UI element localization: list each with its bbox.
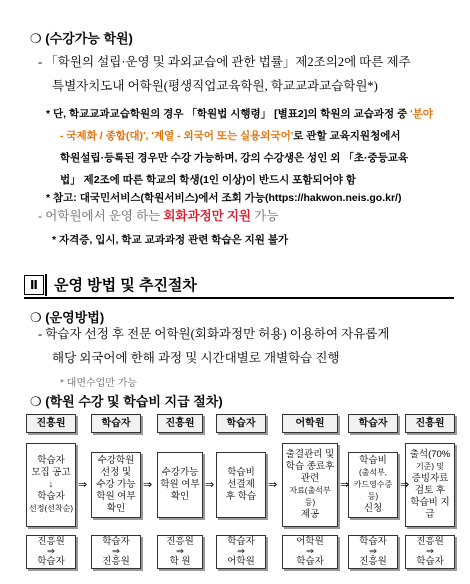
- flow-actor-header: 진흥원: [26, 414, 76, 433]
- flow-step-text: [29, 455, 73, 515]
- flow-step-line: (출석부,: [358, 468, 388, 477]
- flow-direction-line: 진흥원: [416, 536, 444, 547]
- flow-direction-text: [37, 537, 65, 567]
- flow-direction-line: ⇒: [176, 546, 184, 557]
- flow-direction-line: 학습자: [296, 556, 324, 567]
- note-face-to-face: * 대면수업만 가능: [60, 378, 138, 389]
- flow-step-text: [408, 449, 452, 521]
- flow-step-line: 학습비 지급: [410, 497, 450, 520]
- paragraph-academy-law: - 「학원의 설립·운영 및 과외교습에 관한 법률」제2조의2에 따른 제주: [38, 55, 411, 69]
- flow-direction-line: 학습자: [359, 536, 387, 547]
- flow-step-line: 선결제: [227, 479, 255, 490]
- flow-step-box: [26, 443, 76, 527]
- flow-step-line: 학습 종료후: [285, 461, 335, 472]
- flow-step-line: 학습비: [227, 467, 255, 478]
- flow-direction-text: [227, 537, 255, 567]
- flow-direction-box: [348, 535, 398, 569]
- note-curriculum-condition: * 단, 학교교과교습학원의 경우 「학원법 시행령」 [별표2]의 학원의 교습과정 중 '분야 - 국제화 / 종합(대)', '계열 - 외국어 또는 실용외국어'로 관할 교육지원청에서 학원설립·등록된 경우만 수강 가능하며, 강의 수강생은 성인 외 「초·중등교육 법」 제2조에 따른 학교의 학생(1인 이상)이 반드시 포함되어야 함: [46, 108, 433, 186]
- flow-direction-box: [216, 535, 266, 569]
- flow-step-line: 관련: [300, 473, 320, 484]
- flow-step-line: 모집 공고: [31, 467, 71, 478]
- flow-step-line: 학습자: [37, 491, 65, 502]
- flow-direction-line: 어학원: [227, 556, 255, 567]
- flow-direction-text: [416, 537, 444, 567]
- flow-step-line: 검토 후: [414, 485, 446, 496]
- flow-step-box: [157, 452, 203, 518]
- flow-step-text: [351, 455, 395, 515]
- flow-actor-header: 진흥원: [157, 414, 203, 433]
- flow-direction-text: [296, 537, 324, 567]
- flow-direction-line: 학 원: [169, 556, 191, 567]
- flow-direction-box: [405, 535, 455, 569]
- flow-arrow-icon: ⇒: [340, 479, 350, 491]
- flow-step-box: [216, 452, 266, 518]
- flow-direction-line: 학습자: [416, 556, 444, 567]
- flow-step-line: 자료(출석부 등): [289, 486, 331, 507]
- section-heading-academies: ❍ (수강가능 학원): [30, 31, 133, 46]
- flow-step-line: 선정(선착순): [29, 504, 73, 513]
- paragraph-academy-law-cont: 특별자치도내 어학원(평생직업교육학원, 학교교과교습학원*): [52, 79, 378, 93]
- flow-step-line: 수강학원: [97, 455, 135, 466]
- paragraph-conversation-only: - 어학원에서 운영 하는 회화과정만 지원 가능: [38, 209, 279, 223]
- flow-step-line: 수강가능: [161, 467, 199, 478]
- flow-arrow-icon: ⇒: [78, 479, 88, 491]
- flow-direction-box: [282, 535, 338, 569]
- flow-direction-box: [26, 535, 76, 569]
- flow-step-line: ↓: [48, 479, 54, 490]
- flow-step-line: 증빙자료: [411, 473, 449, 484]
- flow-step-line: 신청: [363, 503, 383, 514]
- flow-step-line: 후 학습: [225, 491, 257, 502]
- flow-step-text: [226, 467, 256, 503]
- flow-step-line: 출결관리 및: [285, 449, 335, 460]
- flow-step-line: 학습자: [37, 455, 65, 466]
- flow-direction-line: 진흥원: [359, 556, 387, 567]
- flow-direction-text: [359, 537, 387, 567]
- flow-direction-line: ⇒: [47, 546, 55, 557]
- section-title: 운영 방법 및 추진절차: [54, 277, 197, 294]
- section-header-operation: [24, 273, 454, 299]
- flow-actor-header: 진흥원: [405, 414, 455, 433]
- flow-actor-header: 어학원: [282, 414, 338, 433]
- paragraph-operation-method: - 학습자 선정 후 전문 어학원(회화과정만 허용) 이용하여 자유롭게: [38, 327, 390, 341]
- subheading-procedure: ❍ (학원 수강 및 학습비 지급 절차): [30, 394, 223, 409]
- flow-arrow-icon: ⇒: [268, 479, 278, 491]
- flow-step-line: 제공: [300, 509, 320, 520]
- flow-step-line: 출석(70%: [409, 449, 451, 460]
- flow-direction-box: [91, 535, 141, 569]
- flow-actor-header: 학습자: [216, 414, 266, 433]
- flow-step-text: [96, 455, 135, 515]
- flow-step-line: 수강 가능: [96, 479, 136, 490]
- flow-arrow-icon: ⇒: [143, 479, 153, 491]
- flow-direction-box: [157, 535, 203, 569]
- flow-step-box: [91, 452, 141, 518]
- flow-direction-line: 진흥원: [166, 536, 194, 547]
- flow-direction-line: ⇒: [306, 546, 314, 557]
- flow-step-line: 확인: [170, 491, 190, 502]
- flow-direction-line: 진흥원: [102, 556, 130, 567]
- flow-step-line: 기준) 및: [415, 462, 445, 471]
- flow-direction-line: 학습자: [227, 536, 255, 547]
- flow-direction-text: [166, 537, 194, 567]
- flow-step-box: [282, 443, 338, 527]
- flow-direction-line: ⇒: [426, 546, 434, 557]
- flow-step-line: 학원 여부: [96, 491, 136, 502]
- flow-actor-header: 학습자: [91, 414, 141, 433]
- roman-numeral-box: Ⅱ: [24, 275, 44, 295]
- flow-direction-line: 진흥원: [37, 536, 65, 547]
- flow-step-line: 학습비: [359, 455, 387, 466]
- flow-step-box: [405, 443, 455, 527]
- note-not-supported: * 자격증, 입시, 학교 교과과정 관련 학습은 지원 불가: [52, 234, 289, 246]
- paragraph-operation-method-cont: 해당 외국어에 한해 과정 및 시간대별로 개별학습 진행: [52, 351, 340, 365]
- flow-step-line: 확인: [106, 503, 126, 514]
- flow-direction-text: [102, 537, 130, 567]
- flow-direction-line: 학습자: [102, 536, 130, 547]
- flow-actor-header: 학습자: [348, 414, 398, 433]
- flow-direction-line: 학습자: [37, 556, 65, 567]
- flow-step-text: [285, 449, 335, 521]
- flow-step-line: 학원 여부: [160, 479, 200, 490]
- flow-arrow-icon: ⇒: [205, 479, 215, 491]
- flow-direction-line: 어학원: [296, 536, 324, 547]
- flow-step-line: 카드영수증 등): [353, 480, 393, 501]
- flow-arrow-icon: ⇒: [400, 479, 410, 491]
- flow-step-box: [348, 452, 398, 518]
- flow-direction-line: ⇒: [369, 546, 377, 557]
- note-reference-link: * 참고: 대국민서비스(학원서비스)에서 조회 가능(https://hakwon.neis.go.kr/): [46, 192, 402, 204]
- flow-step-line: 선정 및: [100, 467, 132, 478]
- flow-step-text: [160, 467, 199, 503]
- flow-direction-line: ⇒: [112, 546, 120, 557]
- flow-direction-line: ⇒: [237, 546, 245, 557]
- subheading-operation-method: ❍ (운영방법): [30, 310, 105, 325]
